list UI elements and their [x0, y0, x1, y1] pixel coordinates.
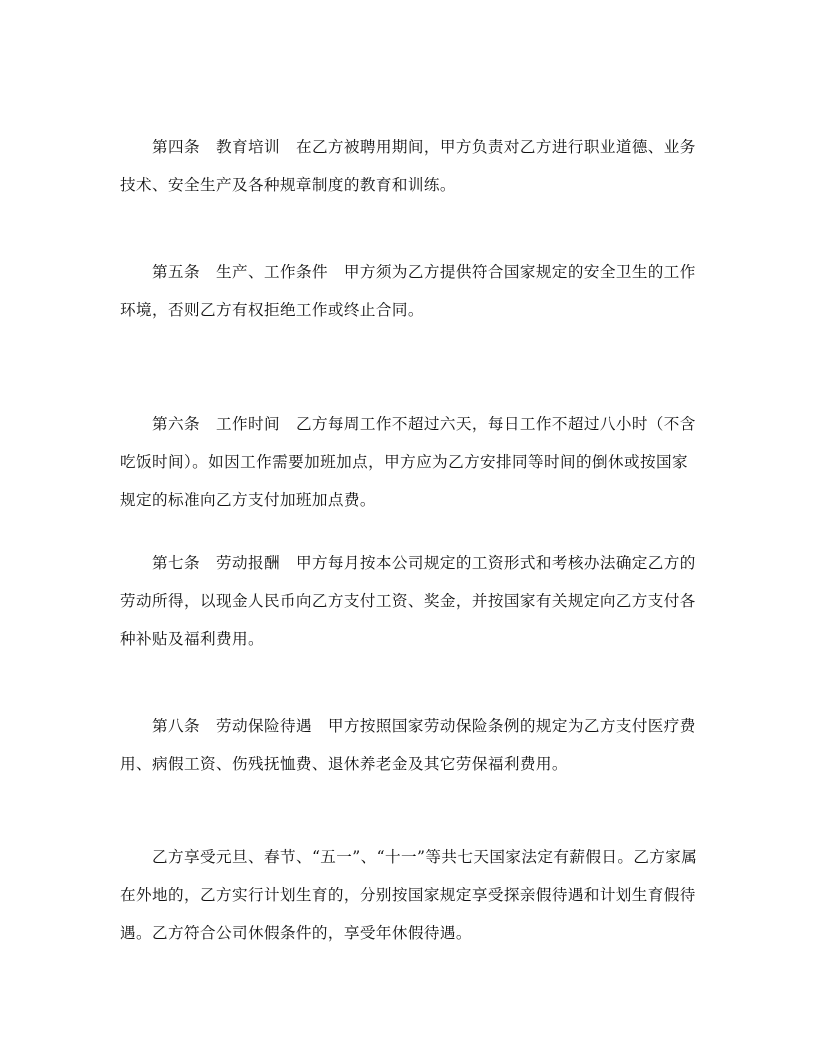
paragraph-line: 乙方享受元旦、春节、“五一”、“十一”等共七天国家法定有薪假日。乙方家属: [152, 848, 698, 866]
paragraph-line: 用、病假工资、伤残抚恤费、退休养老金及其它劳保福利费用。: [120, 755, 568, 773]
holiday-leave-paragraph: [120, 838, 700, 952]
paragraph-line: 遇。乙方符合公司休假条件的，享受年休假待遇。: [120, 924, 472, 942]
article-7-remuneration: [120, 544, 700, 658]
article-5-working-conditions: [120, 253, 700, 329]
paragraph-line: 环境，否则乙方有权拒绝工作或终止合同。: [120, 301, 424, 319]
paragraph-line: 第八条 劳动保险待遇 甲方按照国家劳动保险条例的规定为乙方支付医疗费: [152, 717, 696, 735]
paragraph-line: 规定的标准向乙方支付加班加点费。: [120, 491, 376, 509]
paragraph-line: 吃饭时间）。如因工作需要加班加点，甲方应为乙方安排同等时间的倒休或按国家: [120, 453, 688, 471]
paragraph-line: 在外地的，乙方实行计划生育的，分别按国家规定享受探亲假待遇和计划生育假待: [120, 886, 696, 904]
paragraph-line: 第七条 劳动报酬 甲方每月按本公司规定的工资形式和考核办法确定乙方的: [152, 554, 696, 572]
article-6-working-hours: [120, 405, 700, 519]
paragraph-line: 种补贴及福利费用。: [120, 630, 264, 648]
paragraph-line: 第六条 工作时间 乙方每周工作不超过六天，每日工作不超过八小时（不含: [152, 415, 696, 433]
paragraph-line: 劳动所得，以现金人民币向乙方支付工资、奖金，并按国家有关规定向乙方支付各: [120, 592, 696, 610]
article-4-education-training: [120, 128, 700, 204]
article-8-labor-insurance: [120, 707, 700, 783]
paragraph-line: 第五条 生产、工作条件 甲方须为乙方提供符合国家规定的安全卫生的工作: [152, 263, 696, 281]
paragraph-line: 技术、安全生产及各种规章制度的教育和训练。: [120, 176, 456, 194]
paragraph-line: 第四条 教育培训 在乙方被聘用期间，甲方负责对乙方进行职业道德、业务: [152, 138, 696, 156]
